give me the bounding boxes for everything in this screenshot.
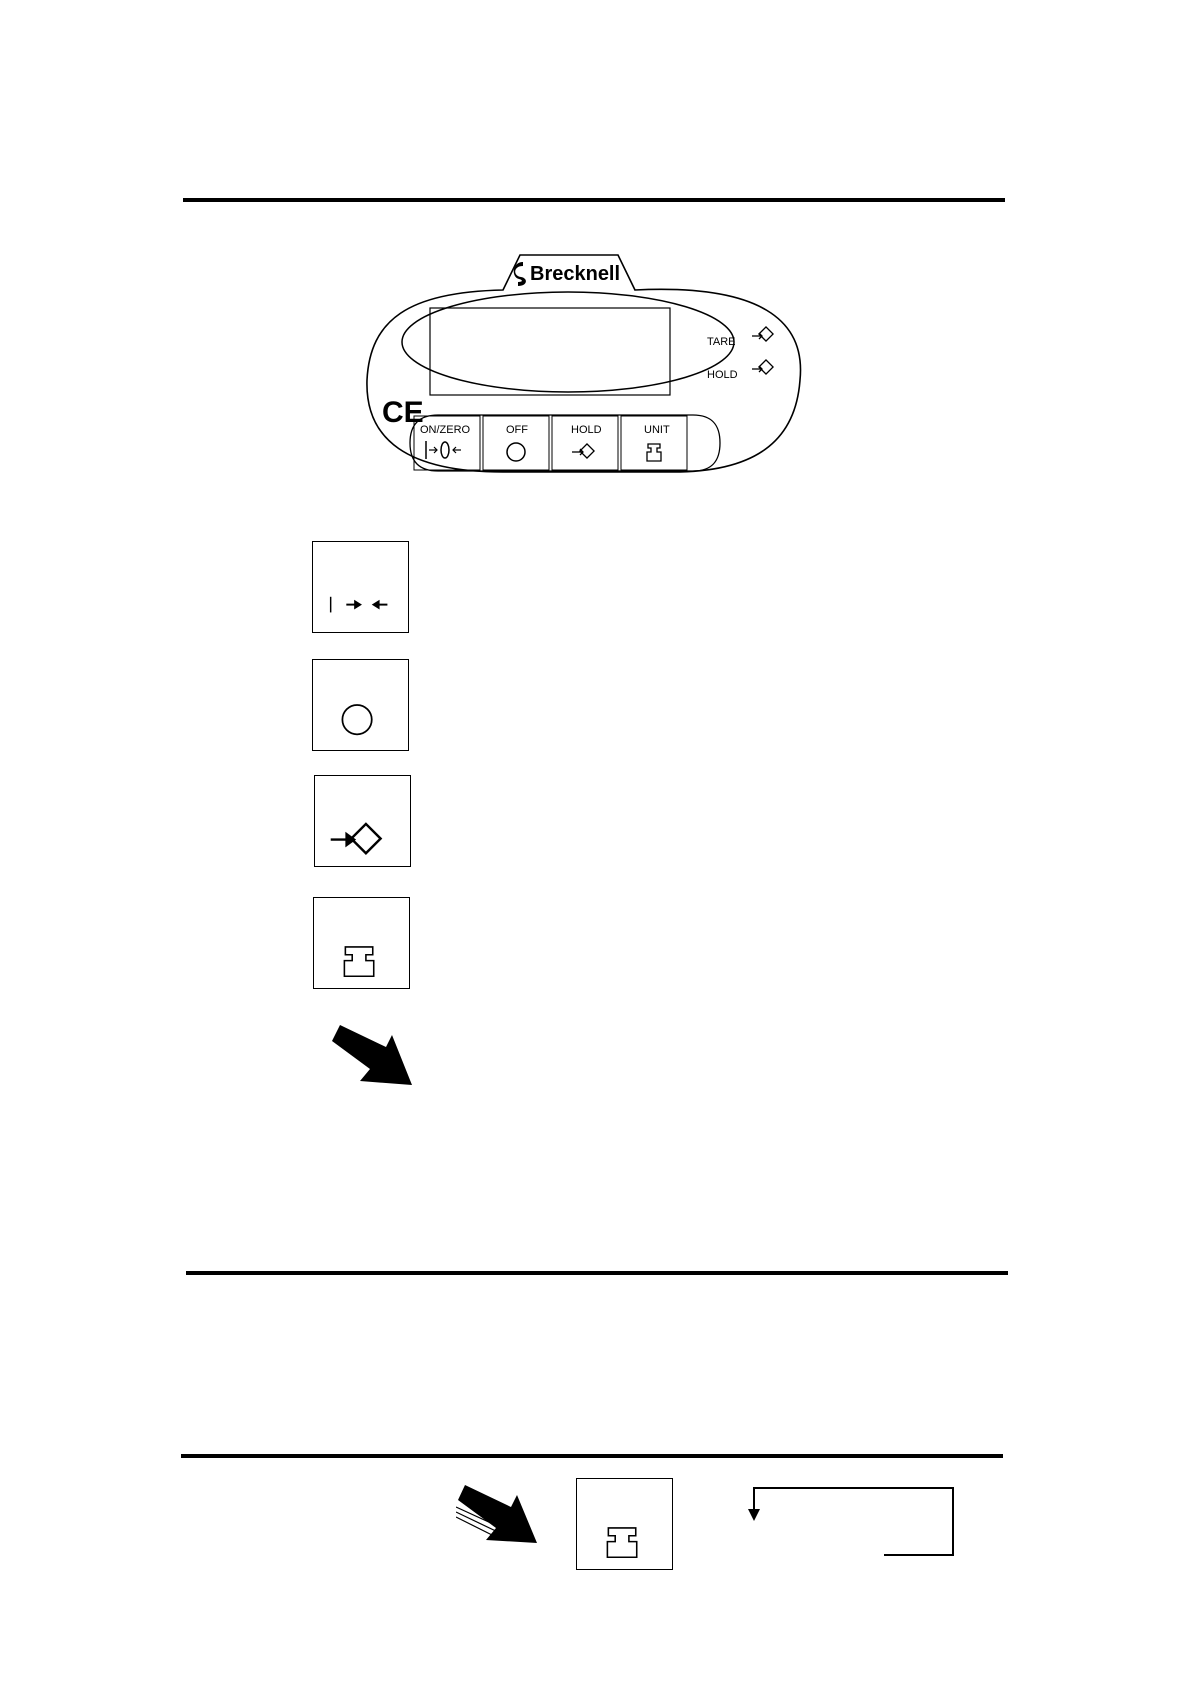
weight-icon bbox=[647, 444, 661, 461]
unit-key bbox=[313, 897, 410, 989]
circle-icon bbox=[313, 660, 408, 750]
scale-panel-drawing bbox=[368, 250, 808, 485]
return-loop-arrow-icon bbox=[745, 1485, 957, 1557]
weight-icon bbox=[577, 1479, 672, 1569]
middle-rule bbox=[186, 1271, 1008, 1275]
on-zero-key bbox=[312, 541, 409, 633]
arrow-diamond-icon bbox=[572, 444, 594, 458]
annunciator-hold-label: HOLD bbox=[707, 369, 738, 381]
panel-key-on-zero-label: ON/ZERO bbox=[420, 424, 471, 436]
procedure-pointing-arrow-icon bbox=[456, 1485, 540, 1548]
panel-key-hold-label: HOLD bbox=[571, 424, 602, 436]
zero-arrows-icon bbox=[426, 441, 461, 459]
ce-mark: CE bbox=[382, 396, 424, 429]
pointing-arrow-icon bbox=[330, 1025, 415, 1087]
panel-key-off-label: OFF bbox=[506, 424, 528, 436]
hold-key bbox=[314, 775, 411, 867]
top-rule bbox=[183, 198, 1005, 202]
off-key bbox=[312, 659, 409, 751]
display-window-outline bbox=[402, 292, 734, 392]
panel-key-unit-label: UNIT bbox=[644, 424, 670, 436]
arrow-diamond-icon bbox=[315, 776, 410, 866]
scale-front-panel bbox=[368, 250, 808, 485]
hold-arrow-diamond-icon bbox=[752, 360, 773, 374]
circle-icon bbox=[507, 443, 525, 461]
brand-name: Brecknell bbox=[530, 263, 621, 285]
brand-logo bbox=[514, 262, 620, 286]
weight-icon bbox=[314, 898, 409, 988]
annunciator-tare-label: TARE bbox=[707, 336, 736, 348]
housing-outline bbox=[367, 255, 801, 472]
lower-rule bbox=[181, 1454, 1003, 1458]
tare-arrow-diamond-icon bbox=[752, 327, 773, 341]
zero-arrows-icon bbox=[313, 542, 408, 632]
procedure-unit-key bbox=[576, 1478, 673, 1570]
